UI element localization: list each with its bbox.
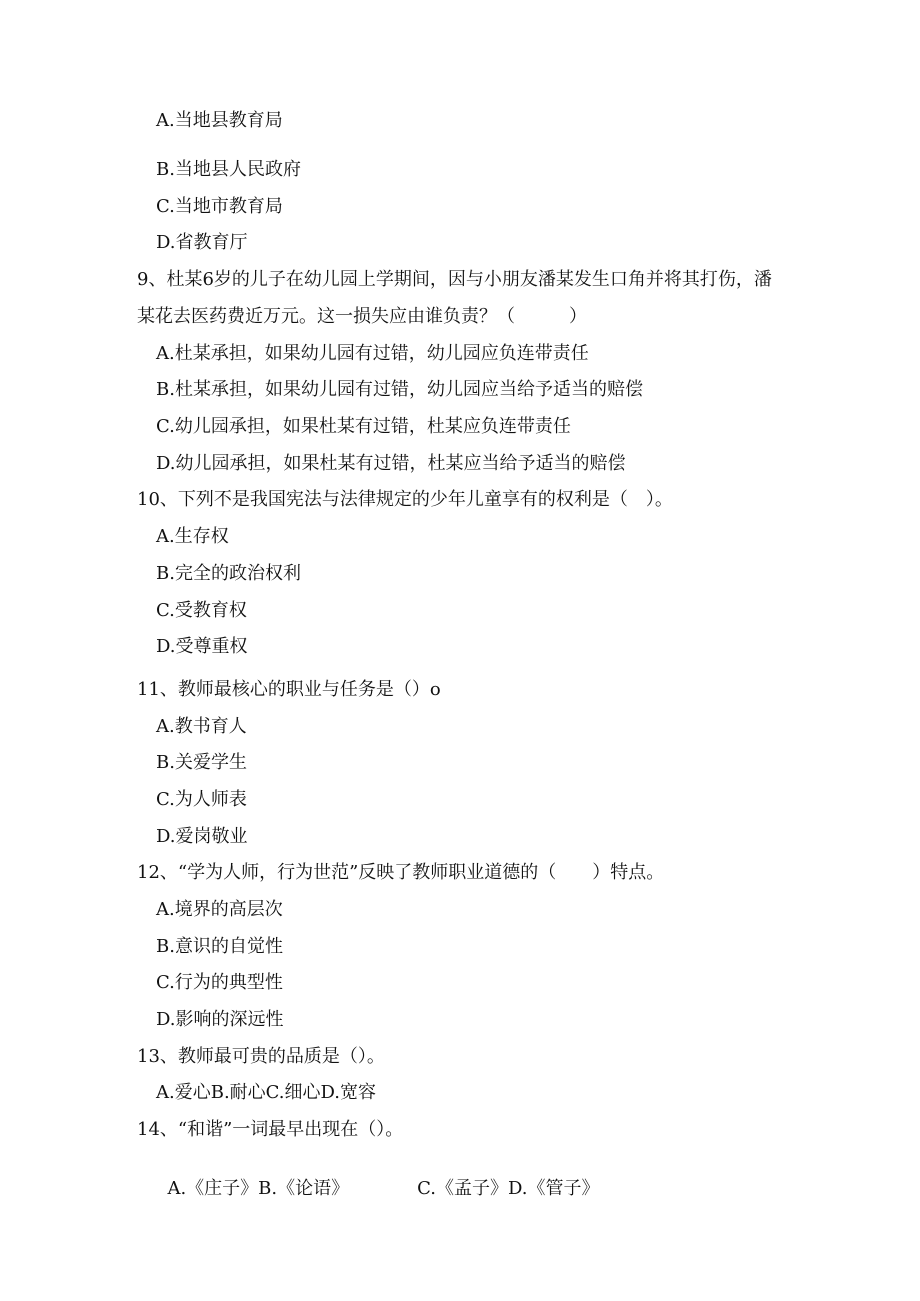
q11-option-a: A.教书育人 bbox=[156, 716, 247, 737]
q11-option-d: D.爱岗敬业 bbox=[156, 826, 248, 847]
q11-option-b: B.关爱学生 bbox=[156, 752, 247, 773]
q9-stem-line2: 某花去医药费近万元。这一损失应由谁负责？（ ） bbox=[137, 306, 587, 327]
q8-option-c: C.当地市教育局 bbox=[156, 196, 283, 217]
q14-options-part1: A.《庄子》B.《论语》 bbox=[167, 1178, 350, 1199]
q10-option-c: C.受教育权 bbox=[156, 600, 247, 621]
q11-option-c: C.为人师表 bbox=[156, 789, 247, 810]
q9-option-c: C.幼儿园承担，如果杜某有过错，杜某应负连带责任 bbox=[156, 416, 571, 437]
q14-stem: 14、“和谐”一词最早出现在（）。 bbox=[137, 1119, 404, 1140]
q13-options: A.爱心B.耐心C.细心D.宽容 bbox=[156, 1082, 377, 1103]
q11-stem: 11、教师最核心的职业与任务是（）o bbox=[137, 679, 441, 700]
q12-option-d: D.影响的深远性 bbox=[156, 1009, 284, 1030]
q9-option-a: A.杜某承担，如果幼儿园有过错，幼儿园应负连带责任 bbox=[156, 343, 589, 364]
q8-option-b: B.当地县人民政府 bbox=[156, 159, 301, 180]
q10-stem: 10、下列不是我国宪法与法律规定的少年儿童享有的权利是（ ）。 bbox=[137, 489, 673, 510]
q12-stem: 12、“学为人师，行为世范”反映了教师职业道德的（ ）特点。 bbox=[137, 862, 665, 883]
q14-options-part2: C.《孟子》D.《管子》 bbox=[417, 1178, 600, 1199]
q12-option-b: B.意识的自觉性 bbox=[156, 936, 283, 957]
q13-stem: 13、教师最可贵的品质是（）。 bbox=[137, 1046, 385, 1067]
q12-option-c: C.行为的典型性 bbox=[156, 972, 283, 993]
q9-option-d: D.幼儿园承担，如果杜某有过错，杜某应当给予适当的赔偿 bbox=[156, 453, 626, 474]
q9-option-b: B.杜某承担，如果幼儿园有过错，幼儿园应当给予适当的赔偿 bbox=[156, 379, 643, 400]
q8-option-d: D.省教育厅 bbox=[156, 232, 248, 253]
q9-stem-line1: 9、杜某6岁的儿子在幼儿园上学期间，因与小朋友潘某发生口角并将其打伤，潘 bbox=[137, 269, 772, 290]
q8-option-a: A.当地县教育局 bbox=[156, 110, 283, 131]
q12-option-a: A.境界的高层次 bbox=[156, 899, 283, 920]
q14-options bbox=[156, 1156, 600, 1200]
q10-option-b: B.完全的政治权利 bbox=[156, 563, 301, 584]
q10-option-d: D.受尊重权 bbox=[156, 636, 248, 657]
q10-option-a: A.生存权 bbox=[156, 526, 229, 547]
